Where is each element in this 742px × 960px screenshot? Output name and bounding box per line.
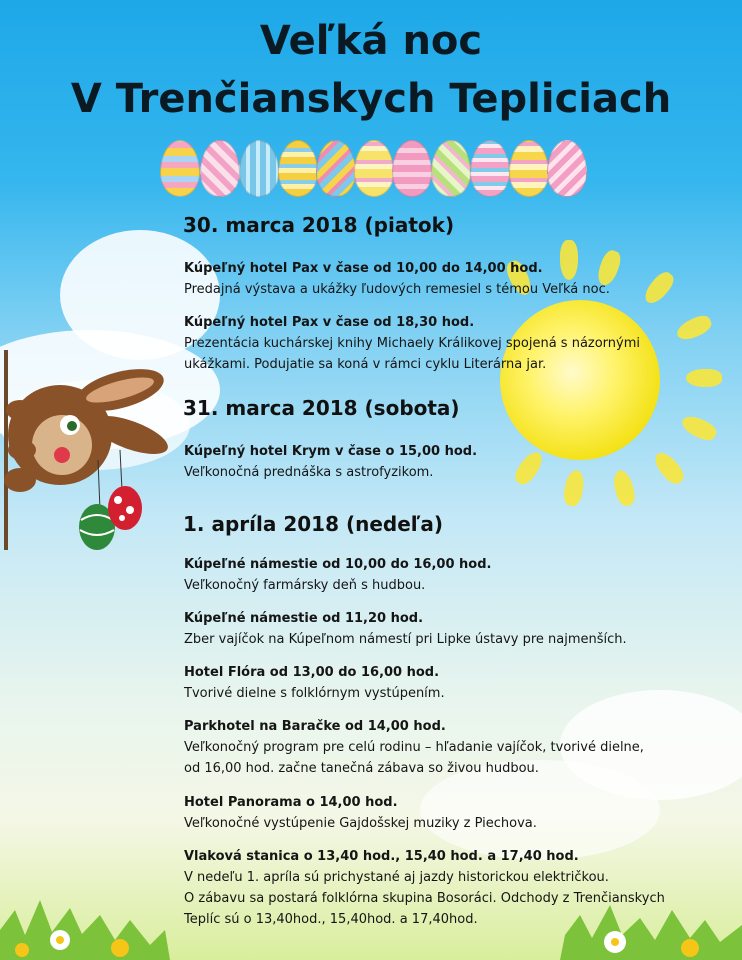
event-text: Veľkonočná prednáška s astrofyzikom. [184, 465, 434, 480]
egg-icon [239, 140, 279, 197]
title-line-1: Veľká noc [259, 18, 483, 64]
event [184, 312, 704, 375]
event-heading: Vlaková stanica o 13,40 hod., 15,40 hod. a 17,40 hod. [184, 849, 579, 864]
event-heading: Hotel Flóra od 13,00 do 16,00 hod. [184, 665, 440, 680]
event-text: Tvorivé dielne s folklórnym vystúpením. [184, 686, 445, 701]
event-text: Veľkonočné vystúpenie Gajdošskej muziky z Piechova. [184, 816, 537, 831]
event [184, 716, 704, 779]
event-heading: Kúpeľné námestie od 11,20 hod. [184, 611, 424, 626]
event-text: V nedeľu 1. apríla sú prichystané aj jazdy historickou električkou. [184, 870, 609, 885]
egg-icon [354, 140, 394, 197]
event [184, 554, 704, 596]
grass-flowers-decoration [0, 890, 742, 960]
egg-icon [278, 140, 318, 197]
egg-icon [392, 140, 432, 197]
event-text: ukážkami. Podujatie sa koná v rámci cyklu Literárna jar. [184, 357, 547, 372]
event-heading: Hotel Panorama o 14,00 hod. [184, 795, 398, 810]
easter-eggs-row [160, 140, 590, 198]
event [184, 258, 704, 300]
event-text: Veľkonočný farmársky deň s hudbou. [184, 578, 426, 593]
event-text: Predajná výstava a ukážky ľudových remesiel s témou Veľká noc. [184, 282, 610, 297]
day-date: 30. marca 2018 (piatok) [183, 213, 455, 237]
event-text: od 16,00 hod. začne tanečná zábava so živou hudbou. [184, 761, 539, 776]
event-heading: Parkhotel na Baračke od 14,00 hod. [184, 719, 446, 734]
day-date: 1. apríla 2018 (nedeľa) [183, 512, 443, 536]
egg-icon [547, 140, 587, 197]
egg-icon [316, 140, 356, 197]
event-heading: Kúpeľný hotel Pax v čase od 18,30 hod. [184, 315, 475, 330]
event-text: O zábavu sa postará folklórna skupina Bosoráci. Odchody z Trenčianskych [184, 891, 665, 906]
egg-icon [200, 140, 240, 197]
event-heading: Kúpeľný hotel Pax v čase od 10,00 do 14,00 hod. [184, 261, 543, 276]
egg-icon [431, 140, 471, 197]
egg-icon [160, 140, 200, 197]
egg-icon [470, 140, 510, 197]
event [184, 441, 704, 483]
easter-bunny-icon [0, 350, 170, 560]
event-text: Prezentácia kuchárskej knihy Michaely Králikovej spojená s názornými [184, 336, 641, 351]
event-text: Veľkonočný program pre celú rodinu – hľadanie vajíčok, tvorivé dielne, [184, 740, 644, 755]
event [184, 662, 704, 704]
event [184, 608, 704, 650]
event-text: Teplíc sú o 13,40hod., 15,40hod. a 17,40hod. [184, 912, 478, 927]
event [184, 792, 704, 834]
event-text: Zber vajíčok na Kúpeľnom námestí pri Lipke ústavy pre najmenších. [184, 632, 627, 647]
day-date: 31. marca 2018 (sobota) [183, 396, 460, 420]
event-heading: Kúpeľné námestie od 10,00 do 16,00 hod. [184, 557, 492, 572]
egg-icon [509, 140, 549, 197]
event-heading: Kúpeľný hotel Krym v čase o 15,00 hod. [184, 444, 478, 459]
title-line-2: V Trenčianskych Tepliciach [70, 76, 672, 122]
